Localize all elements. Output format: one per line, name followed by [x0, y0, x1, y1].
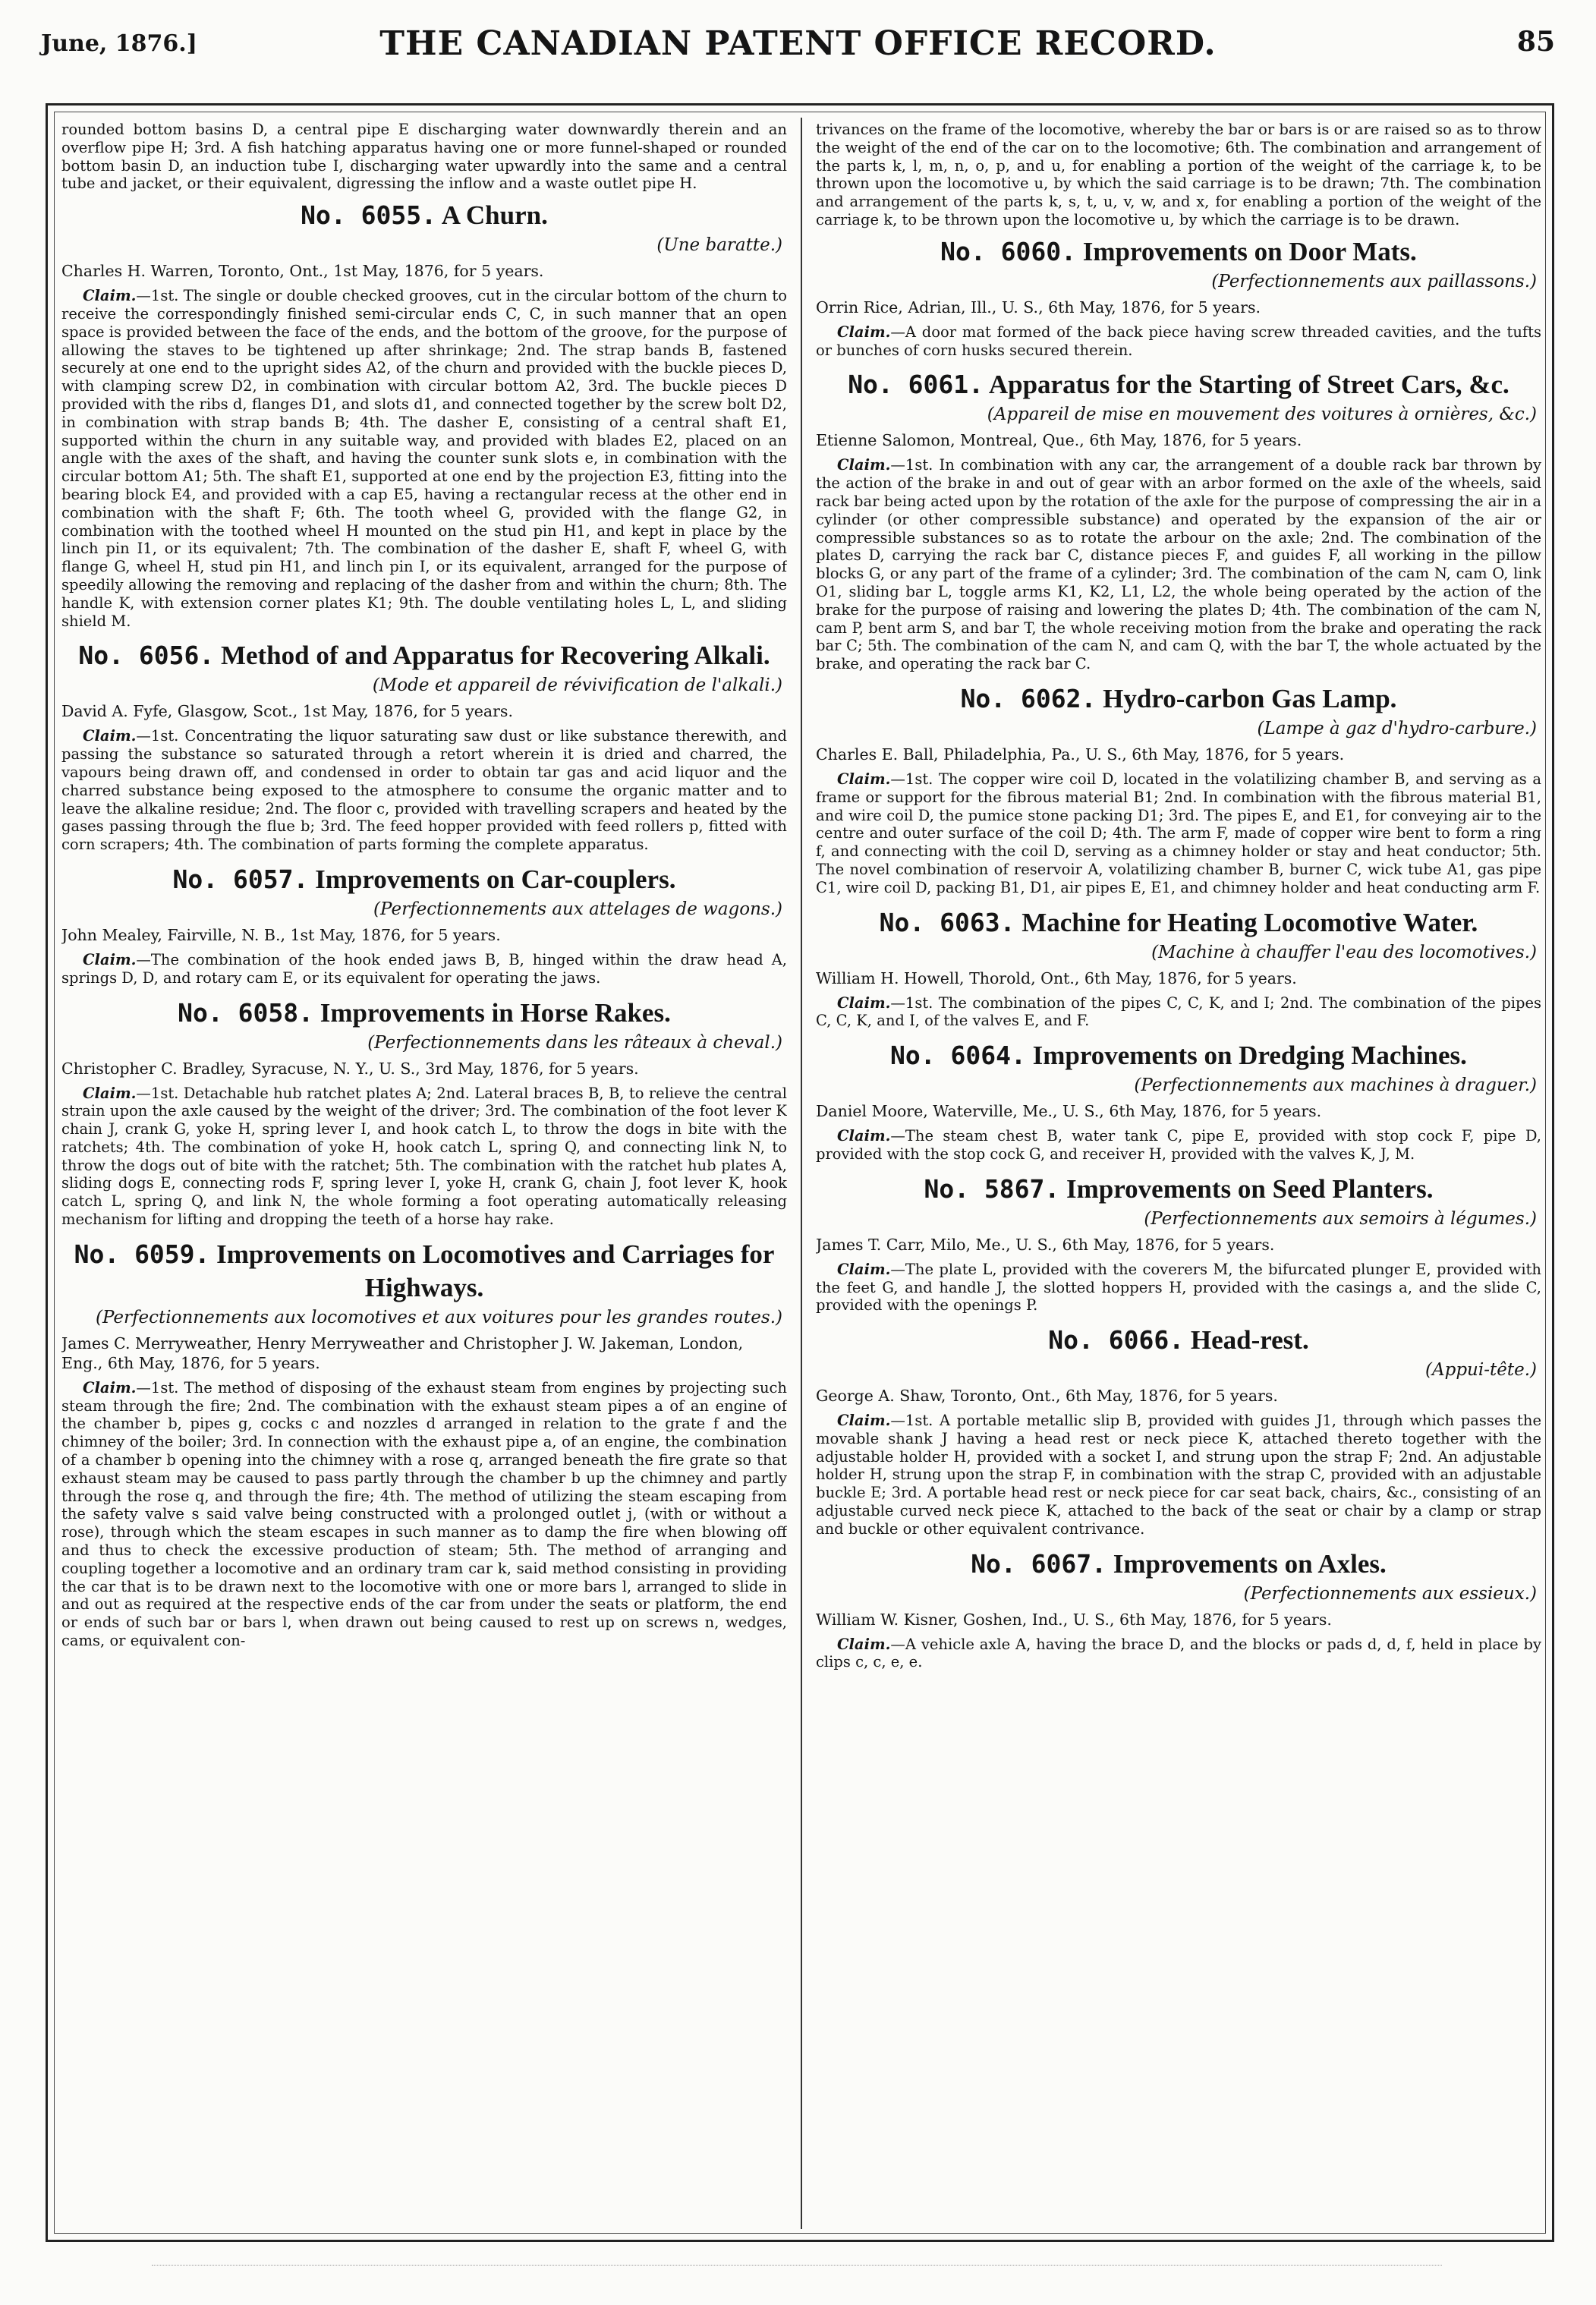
claim-text — [816, 456, 1541, 673]
claim-text — [816, 323, 1541, 360]
claim-text — [816, 1127, 1541, 1164]
patent-heading — [816, 1548, 1541, 1581]
patent-title: A Churn. — [441, 200, 548, 231]
claim-label: Claim. — [837, 770, 891, 788]
french-title: (Lampe à gaz d'hydro-carbure.) — [1257, 718, 1537, 738]
patentee-line: Charles H. Warren, Toronto, Ont., 1st May, 1876, for 5 years. — [61, 262, 544, 281]
patent-number: No. 5867. — [924, 1173, 1060, 1204]
patent-title: Apparatus for the Starting of Street Cars, &c. — [988, 370, 1509, 400]
page-header — [41, 18, 1555, 64]
patentee-line: George A. Shaw, Toronto, Ont., 6th May, 1876, for 5 years. — [816, 1387, 1278, 1406]
patent-title: Improvements on Seed Planters. — [1066, 1173, 1434, 1204]
claim-label: Claim. — [837, 1260, 891, 1278]
claim-body: —The combination of the hook ended jaws B, B, hinged within the draw head A, springs D, D, and rotary cam E, or its equivalent for operating the jaws. — [61, 950, 787, 987]
patent-entry — [61, 199, 787, 630]
patent-heading — [816, 1173, 1541, 1206]
french-title: (Perfectionnements aux machines à draguer.) — [1134, 1075, 1537, 1096]
patent-title: Machine for Heating Locomotive Water. — [1022, 907, 1478, 937]
claim-body: —1st. Detachable hub ratchet plates A; 2nd. Lateral braces B, B, to relieve the central strain upon the axle caused by the weight of the driver; 3rd. The combination of the foot lever K chain J, crank G, yoke H, spring lever I, and hook catch L, to throw the dogs in bite with the ratchets; 4th. The combination of yoke H, hook catch L, spring Q, and connecting link N, to throw the dogs out of bite with the ratchet; 5th. The combination with the ratchet hub plates A, sliding dogs E, connecting rods F, spring lever I, yoke H, crank G, chain J, foot lever K, hook catch L, spring Q, and link N, the whole forming a foot operating automatically releasing mechanism for lifting and dropping the teeth of a horse hay rake. — [61, 1084, 787, 1229]
claim-text — [816, 1636, 1541, 1672]
french-title: (Machine à chauffer l'eau des locomotives.) — [1151, 942, 1537, 962]
patentee-line: Daniel Moore, Waterville, Me., U. S., 6th May, 1876, for 5 years. — [816, 1102, 1322, 1121]
patent-title: Improvements on Door Mats. — [1082, 236, 1417, 266]
patent-number: No. 6059. — [74, 1239, 210, 1269]
patent-number: No. 6055. — [301, 200, 436, 231]
left-column — [61, 121, 787, 2228]
claim-body: —1st. The method of disposing of the exhaust steam from engines by projecting such steam through the fire; 2nd. The combination with the exhaust steam pipes a of an engine of the chamber b, pipes g, cocks c and nozzles d arranged in relation to the grate f and the chimney of the boiler; 3rd. In connection with the exhaust pipe a, of an engine, the combination of a chamber b opening into the chimney with a rose q, arranged beneath the fire grate so that exhaust steam may be caused to pass partly through the chamber b up the chimney and partly through the rose q, and through the fire; 4th. The method of utilizing the steam escaping from the safety valve s said valve being constructed with a prolonged outlet j, (with or without a rose), through which the steam escapes in such manner as to damp the fire when blowing off and thus to check the excessive production of steam; 5th. The method of arranging and coupling together a locomotive and an ordinary tram car k, said method consisting in providing the car that is to be drawn next to the locomotive with one or more bars l, arranged to slide in and out as required at the respective ends of the car from under the seats or platform, the end or ends of such bar or bars l, when drawn out being caused to rest up on screws n, wedges, cams, or equivalent con- — [61, 1378, 787, 1650]
continued-text: trivances on the frame of the locomotive, whereby the bar or bars is or are raised so as to throw the weight of the end of the car on to the locomotive; 6th. The combination and arrangement of the parts k, l, m, n, o, p, and u, for enabling a portion of the weight of the carriage k, to be thrown upon the locomotive u, by which the said carriage is to be drawn; 7th. The combination and arrangement of the parts k, s, t, u, v, w, and x, for enabling a portion of the weight of the carriage k, to be thrown upon the locomotive u, by which the carriage is to be drawn. — [816, 121, 1541, 228]
issue-date: June, 1876.] — [41, 30, 197, 57]
patent-entry — [816, 1039, 1541, 1164]
claim-text — [816, 770, 1541, 897]
patent-entry — [61, 997, 787, 1229]
claim-body: —A door mat formed of the back piece having screw threaded cavities, and the tufts or bunches of corn husks secured therein. — [816, 323, 1541, 359]
patent-number: No. 6064. — [890, 1041, 1026, 1071]
claim-body: —1st. A portable metallic slip B, provided with guides J1, through which passes the movable shank J having a head rest or neck piece K, attached thereto together with the adjustable holder H, provided with a socket I, and strung upon the strap F; 2nd. An adjustable holder H, strung upon the strap F, in combination with the strap C, provided with an adjustable buckle E; 3rd. A portable head rest or neck piece for car seat back, chairs, &c., consisting of an adjustable curved neck piece K, attached to the back of the seat or chair by a clamp or strap and buckle or other equivalent contrivance. — [816, 1412, 1541, 1538]
claim-label: Claim. — [837, 456, 891, 474]
claim-text — [816, 994, 1541, 1031]
patent-entry — [816, 1324, 1541, 1538]
french-title: (Appui-tête.) — [1425, 1360, 1537, 1381]
french-title: (Perfectionnements aux attelages de wagons.) — [373, 899, 782, 919]
patentee-line: John Mealey, Fairville, N. B., 1st May, 1876, for 5 years. — [61, 925, 501, 944]
claim-label: Claim. — [83, 727, 137, 745]
patent-number: No. 6061. — [848, 370, 984, 400]
claim-label: Claim. — [837, 1635, 891, 1653]
patentee-line: James C. Merryweather, Henry Merryweather and Christopher J. W. Jakeman, London, Eng., 6th May, 1876, for 5 years. — [61, 1334, 744, 1372]
claim-text — [61, 951, 787, 987]
page-frame — [46, 103, 1554, 2242]
patent-number: No. 6063. — [879, 907, 1015, 937]
claim-text — [61, 1379, 787, 1650]
patentee-line: William H. Howell, Thorold, Ont., 6th May, 1876, for 5 years. — [816, 968, 1297, 987]
patent-heading — [61, 1238, 787, 1305]
patent-number: No. 6060. — [940, 236, 1076, 266]
patentee-line: William W. Kisner, Goshen, Ind., U. S., 6th May, 1876, for 5 years. — [816, 1610, 1332, 1629]
patent-title: Improvements on Locomotives and Carriages for Highways. — [216, 1239, 775, 1302]
patentee-line: Charles E. Ball, Philadelphia, Pa., U. S., 6th May, 1876, for 5 years. — [816, 745, 1345, 764]
patentee-line: David A. Fyfe, Glasgow, Scot., 1st May, 1876, for 5 years. — [61, 702, 513, 721]
french-title: (Perfectionnements aux locomotives et aux voitures pour les grandes routes.) — [95, 1307, 782, 1327]
patent-entry — [816, 906, 1541, 1031]
patent-entry — [816, 1173, 1541, 1315]
claim-label: Claim. — [837, 993, 891, 1012]
claim-body: —The steam chest B, water tank C, pipe E, provided with stop cock F, pipe D, provided with the stop cock G, and receiver H, provided with the valves K, J, M. — [816, 1127, 1541, 1163]
patent-entry — [61, 1238, 787, 1650]
publication-title: THE CANADIAN PATENT OFFICE RECORD. — [379, 24, 1217, 63]
french-title: (Une baratte.) — [656, 235, 782, 256]
claim-body: —1st. The combination of the pipes C, C, K, and I; 2nd. The combination of the pipes C, C, K, and I, of the valves E, and F. — [816, 993, 1541, 1030]
bottom-rule — [152, 2265, 1442, 2266]
claim-label: Claim. — [837, 1127, 891, 1145]
claim-label: Claim. — [837, 1412, 891, 1430]
column-divider — [801, 118, 802, 2229]
claim-text — [61, 727, 787, 854]
claim-label: Claim. — [83, 1378, 137, 1397]
french-title: (Perfectionnements aux essieux.) — [1243, 1583, 1537, 1604]
patent-number: No. 6056. — [78, 641, 215, 671]
right-column — [816, 121, 1541, 2228]
claim-label: Claim. — [83, 950, 137, 968]
patent-number: No. 6057. — [172, 864, 309, 894]
patent-heading — [816, 682, 1541, 716]
claim-text — [61, 287, 787, 630]
patent-heading — [61, 199, 787, 232]
patent-entry — [816, 368, 1541, 673]
claim-label: Claim. — [83, 1084, 137, 1102]
patent-title: Improvements on Axles. — [1113, 1548, 1387, 1579]
patent-title: Method of and Apparatus for Recovering Alkali. — [220, 641, 770, 671]
patent-heading — [816, 1039, 1541, 1072]
french-title: (Appareil de mise en mouvement des voitures à ornières, &c.) — [987, 405, 1537, 425]
claim-text — [816, 1261, 1541, 1315]
french-title: (Perfectionnements aux paillassons.) — [1211, 271, 1537, 291]
claim-body: —The plate L, provided with the coverers M, the bifurcated plunger E, provided with the feet G, and handle J, the slotted hoppers H, provided with the casings a, and the slide C, provided with the openings P. — [816, 1260, 1541, 1315]
claim-body: —A vehicle axle A, having the brace D, and the blocks or pads d, d, f, held in place by clips c, c, e, e. — [816, 1635, 1541, 1671]
patent-entry — [816, 1548, 1541, 1672]
french-title: (Perfectionnements aux semoirs à légumes.) — [1144, 1208, 1537, 1229]
claim-body: —1st. In combination with any car, the arrangement of a double rack bar thrown by the action of the brake in and out of gear with an arbor formed on the axle of the wheels, said rack bar being acted upon by the rotation of the axle for the purpose of compressing the air in a cylinder (or other compressible substance) and operated by the expansion of the air or compressible substances so as to rotate the arbour on the axle; 2nd. The combination of the plates D, carrying the rack bar C, distance pieces F, and guides F, all working in the pillow blocks G, or any part of the frame of a cylinder; 3rd. The combination of the cam N, cam O, link O1, sliding bar L, toggle arms K1, K2, L1, L2, the whole being operated by the action of the brake for the purpose of raising and lowering the plates D; 4th. The combination of the cam N, cam P, bent arm S, and bar T, the whole receiving motion from the brake and operating the rack bar C; 5th. The combination of the cam N, and cam Q, with the bar T, the whole actuated by the brake, and operating the rack bar C. — [816, 456, 1541, 673]
patentee-line: Orrin Rice, Adrian, Ill., U. S., 6th May, 1876, for 5 years. — [816, 298, 1261, 316]
claim-body: —1st. The single or double checked grooves, cut in the circular bottom of the churn to receive the correspondingly finished semi-circular ends C, C, in such manner that an open space is provided between the face of the ends, and the bottom of the groove, for the purpose of allowing the staves to be tightened up after shrinkage; 2nd. The strap bands B, fastened securely at one end to the upright sides A2, of the churn and provided with the buckle pieces D, with clamping screw D2, in combination with circular bottom A2, 3rd. The buckle pieces D provided with the ribs d, flanges D1, and slots d1, and connected together by the screw bolt D2, in combination with strap bands B; 4th. The dasher E, consisting of a central shaft E1, supported within the churn in any suitable way, and provided with blades E2, placed on an angle with the axes of the shaft, and having the counter sunk slots e, in combination with the circular bottom A1; 5th. The shaft E1, supported at one end by the projection E3, fitting into the bearing block E4, and provided with a cap E5, having a rectangular recess at the other end in combination with the shaft F; 6th. The tooth wheel G, provided with the flange G2, in combination with the toothed wheel H mounted on the stud pin H1, and kept in place by the linch pin I1, or its equivalent; 7th. The combination of the dasher E, shaft F, wheel G, with flange G, wheel H, stud pin H1, and linch pin I, or its equivalent, arranged for the purpose of speedily allowing the removing and replacing of the dasher from and within the churn; 8th. The handle K, with extension corner plates K1; 9th. The double ventilating holes L, L, and sliding shield M. — [61, 287, 787, 630]
patent-heading — [61, 863, 787, 896]
claim-text — [61, 1085, 787, 1229]
french-title: (Perfectionnements dans les râteaux à cheval.) — [367, 1032, 782, 1053]
patent-heading — [816, 1324, 1541, 1357]
claim-body: —1st. Concentrating the liquor saturating saw dust or like substance therewith, and passing the substance so saturated through a retort wherein it is dried and charred, the vapours being drawn off, and condensed in order to obtain tar gas and acid liquor and the charred substance being exposed to the atmosphere to consume the organic matter and to leave the alkaline residue; 2nd. The floor c, provided with travelling scrapers and heated by the gases passing through the flue b; 3rd. The feed hopper provided with feed rollers p, fitted with corn scrapers; 4th. The combination of parts forming the complete apparatus. — [61, 727, 787, 854]
patent-entry — [816, 682, 1541, 897]
patentee-line: Etienne Salomon, Montreal, Que., 6th May, 1876, for 5 years. — [816, 431, 1302, 450]
patent-title: Head-rest. — [1190, 1325, 1309, 1356]
patent-number: No. 6067. — [971, 1548, 1106, 1579]
patent-number: No. 6062. — [960, 683, 1097, 713]
patent-heading — [816, 368, 1541, 401]
claim-label: Claim. — [83, 287, 137, 305]
patent-entry — [61, 639, 787, 854]
claim-text — [816, 1412, 1541, 1538]
patent-heading — [816, 906, 1541, 940]
claim-body: —1st. The copper wire coil D, located in the volatilizing chamber B, and serving as a frame or support for the fibrous material B1; 2nd. In combination with the fibrous material B1, and wire coil D, the pumice stone packing D1; 3rd. The pipes E, and E1, for conveying air to the centre and outer surface of the coil D; 4th. The arm F, made of copper wire bent to form a ring f, and connecting with the coil D, serving as a chimney holder or stay and heat conductor; 5th. The novel combination of reservoir A, volatilizing chamber B, burner C, wick tube A1, gas pipe C1, wire coil D, packing B1, D1, air pipes E, E1, and chimney holder and heat conducting arm F. — [816, 770, 1541, 896]
patent-heading — [61, 997, 787, 1030]
continued-text: rounded bottom basins D, a central pipe E discharging water downwardly therein and an overflow pipe H; 3rd. A fish hatching apparatus having one or more funnel-shaped or rounded bottom basin D, an induction tube I, discharging water upwardly into the same and a central tube and jacket, or their equivalent, digressing the inflow and a waste outlet pipe H. — [61, 121, 787, 193]
patent-heading — [816, 235, 1541, 269]
patentee-line: Christopher C. Bradley, Syracuse, N. Y., U. S., 3rd May, 1876, for 5 years. — [61, 1059, 639, 1078]
page-number: 85 — [1516, 26, 1555, 58]
claim-label: Claim. — [837, 323, 891, 341]
patent-entry — [61, 863, 787, 987]
french-title: (Mode et appareil de révivification de l'alkali.) — [372, 675, 782, 696]
patent-title: Improvements on Car-couplers. — [315, 864, 676, 894]
patent-title: Improvements in Horse Rakes. — [320, 997, 671, 1028]
patent-title: Hydro-carbon Gas Lamp. — [1103, 683, 1397, 713]
patent-heading — [61, 639, 787, 672]
patent-number: No. 6066. — [1048, 1325, 1185, 1356]
patent-entry — [816, 235, 1541, 360]
patent-number: No. 6058. — [178, 997, 313, 1028]
patent-title: Improvements on Dredging Machines. — [1032, 1041, 1467, 1071]
patentee-line: James T. Carr, Milo, Me., U. S., 6th May, 1876, for 5 years. — [816, 1235, 1275, 1254]
